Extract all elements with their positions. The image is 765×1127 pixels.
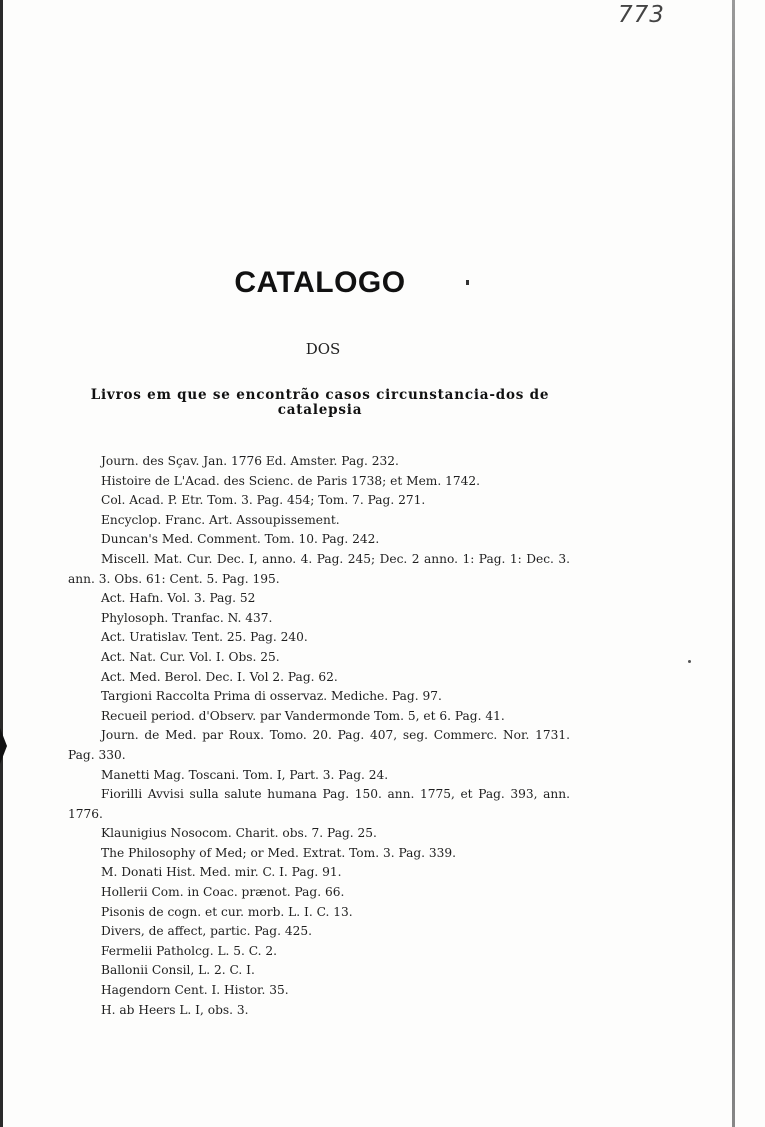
bibliography-entry: Journ. des Sçav. Jan. 1776 Ed. Amster. Pag. 232.	[101, 454, 399, 468]
section-heading: Livros em que se encontrão casos circunstancia-dos de catalepsia	[90, 387, 550, 418]
bibliography-entry: Col. Acad. P. Etr. Tom. 3. Pag. 454; Tom. 7. Pag. 271.	[101, 493, 426, 508]
bibliography-entry: Act. Nat. Cur. Vol. I. Obs. 25.	[101, 649, 280, 664]
bibliography-entry: M. Donati Hist. Med. mir. C. I. Pag. 91.	[101, 865, 342, 880]
bibliography-entry: Ballonii Consil, L. 2. C. I.	[101, 963, 255, 978]
bibliography-entry: Manetti Mag. Toscani. Tom. I, Part. 3. Pag. 24.	[101, 767, 389, 782]
bibliography-entry: Pisonis de cogn. et cur. morb. L. I. C. 13.	[101, 904, 353, 919]
bibliography-entry: Divers, de affect, partic. Pag. 425.	[101, 924, 312, 939]
bibliography-entry: Hagendorn Cent. I. Histor. 35.	[101, 983, 289, 998]
bibliography-entry: Duncan's Med. Comment. Tom. 10. Pag. 242.	[101, 532, 380, 547]
page-title: CATALOGO	[234, 266, 406, 299]
bibliography-entry: Act. Med. Berol. Dec. I. Vol 2. Pag. 62.	[101, 669, 338, 684]
bibliography-entry: Targioni Raccolta Prima di osservaz. Mediche. Pag. 97.	[101, 689, 442, 704]
page-edge-notch	[0, 728, 7, 764]
bibliography-entry: Recueil period. d'Observ. par Vandermonde Tom. 5, et 6. Pag. 41.	[101, 708, 505, 723]
bibliography-entry: Journ. de Med. par Roux. Tomo. 20. Pag. 407, seg. Commerc. Nor. 1731. Pag. 330.	[68, 728, 570, 762]
bibliography-entry: Act. Hafn. Vol. 3. Pag. 52	[101, 591, 256, 606]
bibliography-entry: Act. Uratislav. Tent. 25. Pag. 240.	[101, 630, 308, 645]
bibliography-entry: Klaunigius Nosocom. Charit. obs. 7. Pag. 25.	[101, 826, 377, 841]
ink-speck	[688, 660, 691, 663]
page-left-edge	[0, 0, 3, 1127]
ink-mark	[466, 280, 469, 285]
bibliography-entry: Phylosoph. Tranfac. N. 437.	[101, 610, 273, 625]
bibliography-entry: Encyclop. Franc. Art. Assoupissement.	[101, 512, 340, 527]
bibliography-entry: The Philosophy of Med; or Med. Extrat. Tom. 3. Pag. 339.	[101, 845, 457, 860]
page-right-edge	[732, 0, 735, 1127]
bibliography-entry: Histoire de L'Acad. des Scienc. de Paris 1738; et Mem. 1742.	[101, 473, 480, 488]
bibliography-entry: Fiorilli Avvisi sulla salute humana Pag. 150. ann. 1775, et Pag. 393, ann. 1776.	[68, 787, 570, 821]
bibliography-entry: Hollerii Com. in Coac. prænot. Pag. 66.	[101, 885, 345, 900]
bibliography-entry: Fermelii Patholcg. L. 5. C. 2.	[101, 943, 278, 958]
handwritten-page-number: 773	[618, 2, 665, 28]
bibliography-entry: Miscell. Mat. Cur. Dec. I, anno. 4. Pag. 245; Dec. 2 anno. 1: Pag. 1: Dec. 3. ann. 3. Obs. 61: Cent. 5. Pag. 195.	[68, 551, 570, 586]
bibliography-entry: H. ab Heers L. I, obs. 3.	[101, 1002, 249, 1017]
page-subtitle: DOS	[305, 340, 341, 358]
bibliography-list	[68, 452, 570, 1020]
